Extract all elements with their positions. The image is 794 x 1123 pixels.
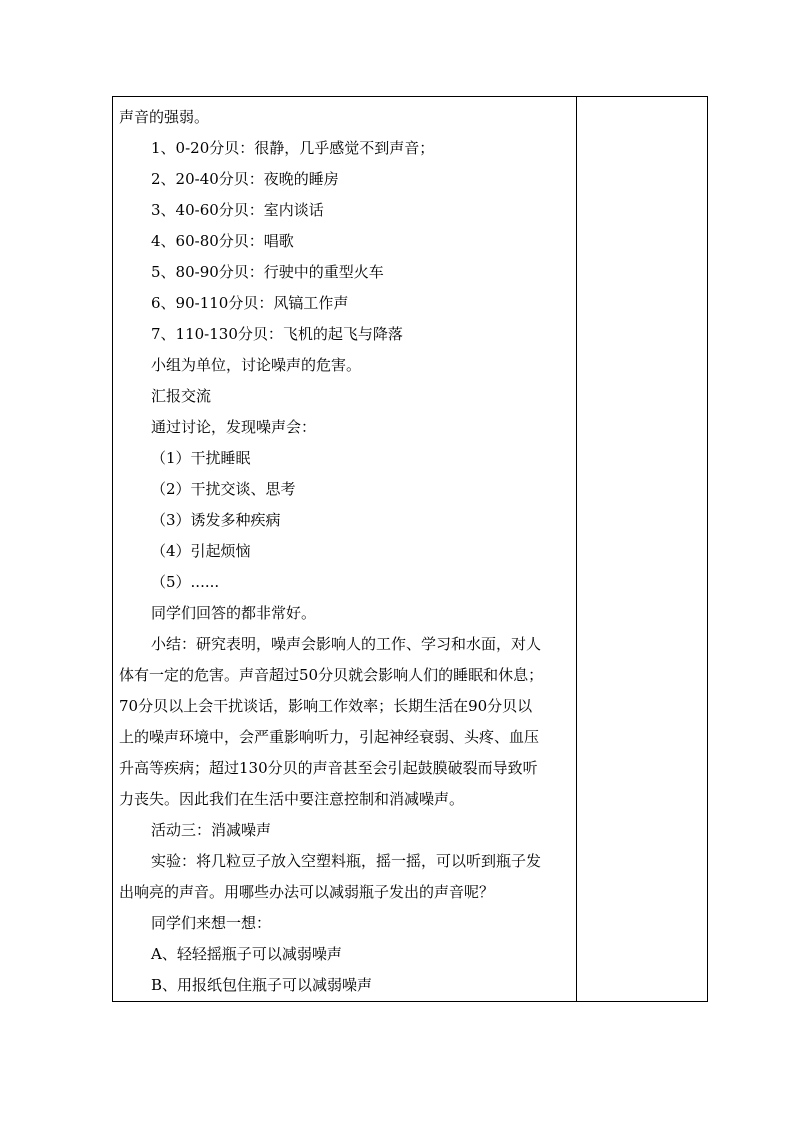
text-line: 同学们来想一想： [151,914,272,932]
text-line: 5、80-90分贝：行驶中的重型火车 [151,263,384,281]
content-text [119,102,573,1001]
text-line: 活动三：消减噪声 [151,821,272,839]
text-line: 1、0-20分贝：很静，几乎感觉不到声音； [151,139,435,157]
text-line: 2、20-40分贝：夜晚的睡房 [151,170,339,188]
text-line: 6、90-110分贝：风镐工作声 [151,294,349,312]
text-line: （1）干扰睡眠 [151,449,251,467]
lesson-table [112,96,708,1002]
content-cell [113,97,577,1001]
text-line: 汇报交流 [151,387,212,405]
text-line: （5）...... [151,573,220,591]
text-line: 3、40-60分贝：室内谈话 [151,201,324,219]
text-line: 出响亮的声音。用哪些办法可以减弱瓶子发出的声音呢？ [119,883,495,901]
text-line: B、用报纸包住瓶子可以减弱噪声 [151,976,373,994]
text-line: （3）诱发多种疾病 [151,511,281,529]
text-line: 小结：研究表明，噪声会影响人的工作、学习和水面，对人 [151,635,542,653]
text-line: 70分贝以上会干扰谈话，影响工作效率；长期生活在90分贝以 [119,697,533,715]
text-line: 力丧失。因此我们在生活中要注意控制和消减噪声。 [119,790,465,808]
text-line: （2）干扰交谈、思考 [151,480,296,498]
notes-cell [577,97,707,1001]
text-line: 升高等疾病；超过130分贝的声音甚至会引起鼓膜破裂而导致听 [119,759,538,777]
text-line: 体有一定的危害。声音超过50分贝就会影响人们的睡眠和休息； [119,666,544,684]
text-line: 7、110-130分贝：飞机的起飞与降落 [151,325,403,343]
text-line: 通过讨论，发现噪声会： [151,418,317,436]
text-line: 同学们回答的都非常好。 [151,604,317,622]
text-line: 实验：将几粒豆子放入空塑料瓶，摇一摇，可以听到瓶子发 [151,852,542,870]
text-line: （4）引起烦恼 [151,542,251,560]
text-line: 小组为单位，讨论噪声的危害。 [151,356,362,374]
text-line: 4、60-80分贝：唱歌 [151,232,294,250]
text-line: A、轻轻摇瓶子可以减弱噪声 [151,945,342,963]
text-line: 声音的强弱。 [119,108,210,126]
text-line: 上的噪声环境中，会严重影响听力，引起神经衰弱、头疼、血压 [119,728,540,746]
